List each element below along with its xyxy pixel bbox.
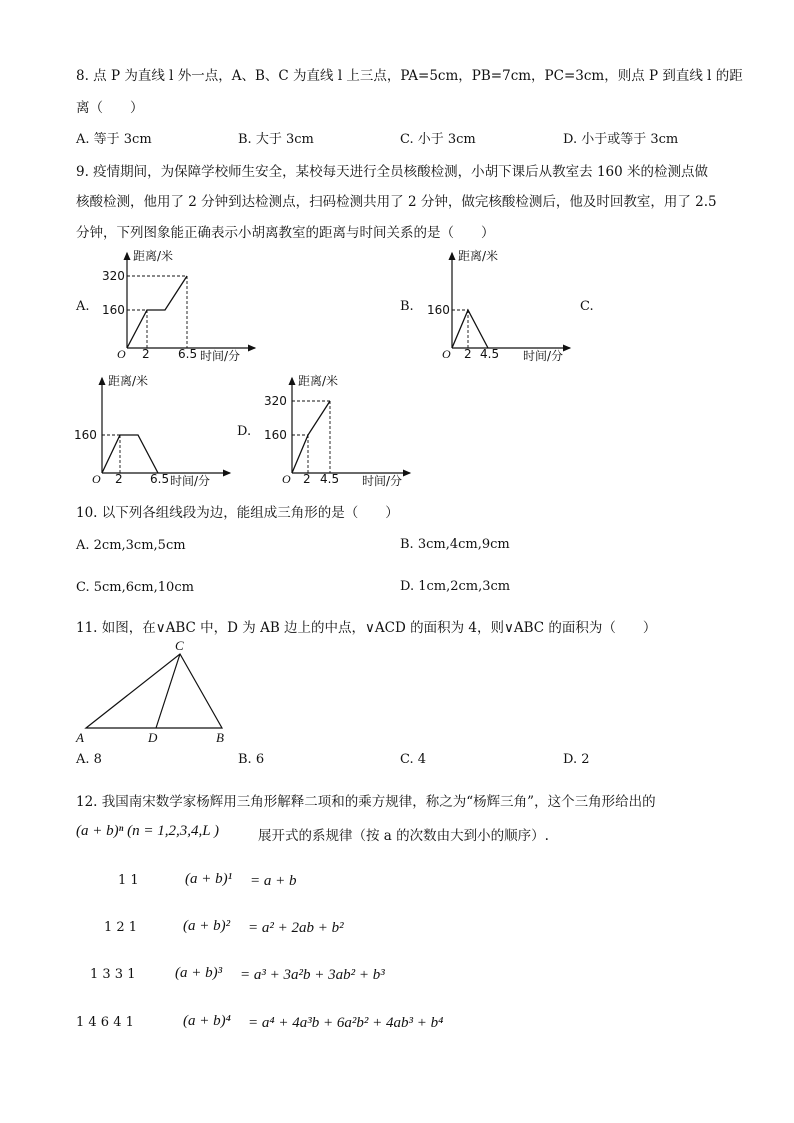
q8-option-d: D. 小于或等于 3cm <box>563 132 679 147</box>
q11-option-d: D. 2 <box>563 752 590 767</box>
q8-option-c: C. 小于 3cm <box>400 132 476 147</box>
graph-a-origin: O <box>117 347 126 361</box>
graph-c-x-label: 时间/分 <box>170 474 211 488</box>
graph-d-line <box>292 401 330 473</box>
q9-stem-line2: 核酸检测，他用了 2 分钟到达检测点，扫码检测共用了 2 分钟，做完核酸检测后，他及时回教室，用了 2.5 <box>76 194 717 210</box>
graph-b-x-label: 时间/分 <box>523 349 564 363</box>
q12-power-expression: (a + b)ⁿ (n = 1,2,3,4,L ) <box>76 823 220 839</box>
graph-a-y-label: 距离/米 <box>133 249 174 263</box>
graph-a-ytick-160: 160 <box>102 303 125 317</box>
graph-b-line <box>452 310 488 348</box>
graph-a-xtick-6-5: 6.5 <box>178 347 198 361</box>
q10-stem: 10. 以下列各组线段为边，能组成三角形的是（ ） <box>76 505 399 521</box>
point-b-label: B <box>216 730 224 745</box>
yanghui-row-4-lhs: (a + b)⁴ <box>183 1013 231 1029</box>
q9-label-c: C. <box>580 299 594 314</box>
graph-b-xtick-2: 2 <box>464 347 472 361</box>
graph-c-y-label: 距离/米 <box>108 374 149 388</box>
graph-c-ytick-160: 160 <box>74 428 97 442</box>
point-a-label: A <box>76 730 84 745</box>
q10-option-c: C. 5cm,6cm,10cm <box>76 580 194 595</box>
graph-d-x-label: 时间/分 <box>362 474 403 488</box>
q9-graph-d <box>260 370 420 490</box>
triangle-abc <box>86 654 222 728</box>
graph-b-xtick-4-5: 4.5 <box>480 347 500 361</box>
graph-a-x-label: 时间/分 <box>200 349 241 363</box>
q10-option-b: B. 3cm,4cm,9cm <box>400 537 510 552</box>
yanghui-row-4-rhs: = a⁴ + 4a³b + 6a²b² + 4ab³ + b⁴ <box>248 1015 444 1031</box>
q9-graph-c <box>70 370 240 490</box>
q12-stem-line2: 展开式的系规律（按 a 的次数由大到小的顺序）. <box>258 828 549 844</box>
graph-c-line <box>102 435 158 473</box>
yanghui-row-1-lhs: (a + b)¹ <box>185 871 233 887</box>
q9-label-d: D. <box>237 424 252 439</box>
graph-d-ytick-160: 160 <box>264 428 287 442</box>
graph-a-xtick-2: 2 <box>142 347 150 361</box>
q9-stem-line1: 9. 疫情期间，为保障学校师生安全，某校每天进行全员核酸检测，小胡下课后从教室去 160 米的检测点做 <box>76 164 709 180</box>
graph-d-origin: O <box>282 472 291 486</box>
point-c-label: C <box>175 638 184 653</box>
yanghui-row-1-coeffs: 1 1 <box>118 873 139 888</box>
q9-label-b: B. <box>400 299 414 314</box>
graph-c-xtick-2: 2 <box>115 472 123 486</box>
graph-c-xtick-6-5: 6.5 <box>150 472 170 486</box>
yanghui-row-3-lhs: (a + b)³ <box>175 965 223 981</box>
yanghui-row-3-coeffs: 1 3 3 1 <box>90 967 136 982</box>
graph-d-ytick-320: 320 <box>264 394 287 408</box>
q8-stem-line1: 8. 点 P 为直线 l 外一点，A、B、C 为直线 l 上三点，PA=5cm，PB=7cm，PC=3cm，则点 P 到直线 l 的距 <box>76 68 743 84</box>
point-d-label: D <box>148 730 158 745</box>
q8-stem-line2: 离（ ） <box>76 100 144 116</box>
q8-option-b: B. 大于 3cm <box>238 132 314 147</box>
yanghui-row-2-coeffs: 1 2 1 <box>104 920 138 935</box>
yanghui-row-2-lhs: (a + b)² <box>183 918 231 934</box>
segment-cd <box>156 654 180 728</box>
yanghui-row-4-coeffs: 1 4 6 4 1 <box>76 1015 134 1030</box>
graph-c-origin: O <box>92 472 101 486</box>
graph-d-xtick-2: 2 <box>303 472 311 486</box>
q11-option-c: C. 4 <box>400 752 427 767</box>
graph-b-origin: O <box>442 347 451 361</box>
q9-stem-line3: 分钟，下列图象能正确表示小胡离教室的距离与时间关系的是（ ） <box>76 225 495 241</box>
yanghui-row-2-rhs: = a² + 2ab + b² <box>248 920 344 936</box>
graph-b-y-label: 距离/米 <box>458 249 499 263</box>
q9-label-a: A. <box>76 299 90 314</box>
graph-d-y-label: 距离/米 <box>298 374 339 388</box>
yanghui-row-3-rhs: = a³ + 3a²b + 3ab² + b³ <box>240 967 385 983</box>
q9-graph-a <box>95 245 265 365</box>
q9-graph-b <box>420 245 580 365</box>
graph-a-ytick-320: 320 <box>102 269 125 283</box>
graph-a-line <box>127 276 187 348</box>
q11-option-b: B. 6 <box>238 752 265 767</box>
q11-triangle-figure <box>72 636 242 748</box>
q12-stem-line1: 12. 我国南宋数学家杨辉用三角形解释二项和的乘方规律，称之为“杨辉三角”，这个三角形给出的 <box>76 794 656 810</box>
q8-option-a: A. 等于 3cm <box>76 132 152 147</box>
q11-stem: 11. 如图，在∨ABC 中，D 为 AB 边上的中点，∨ACD 的面积为 4，则∨ABC 的面积为（ ） <box>76 620 657 636</box>
graph-d-xtick-4-5: 4.5 <box>320 472 340 486</box>
yanghui-row-1-rhs: = a + b <box>250 873 297 889</box>
q10-option-a: A. 2cm,3cm,5cm <box>76 538 186 553</box>
graph-b-ytick-160: 160 <box>427 303 450 317</box>
q11-option-a: A. 8 <box>76 752 102 767</box>
q10-option-d: D. 1cm,2cm,3cm <box>400 579 511 594</box>
